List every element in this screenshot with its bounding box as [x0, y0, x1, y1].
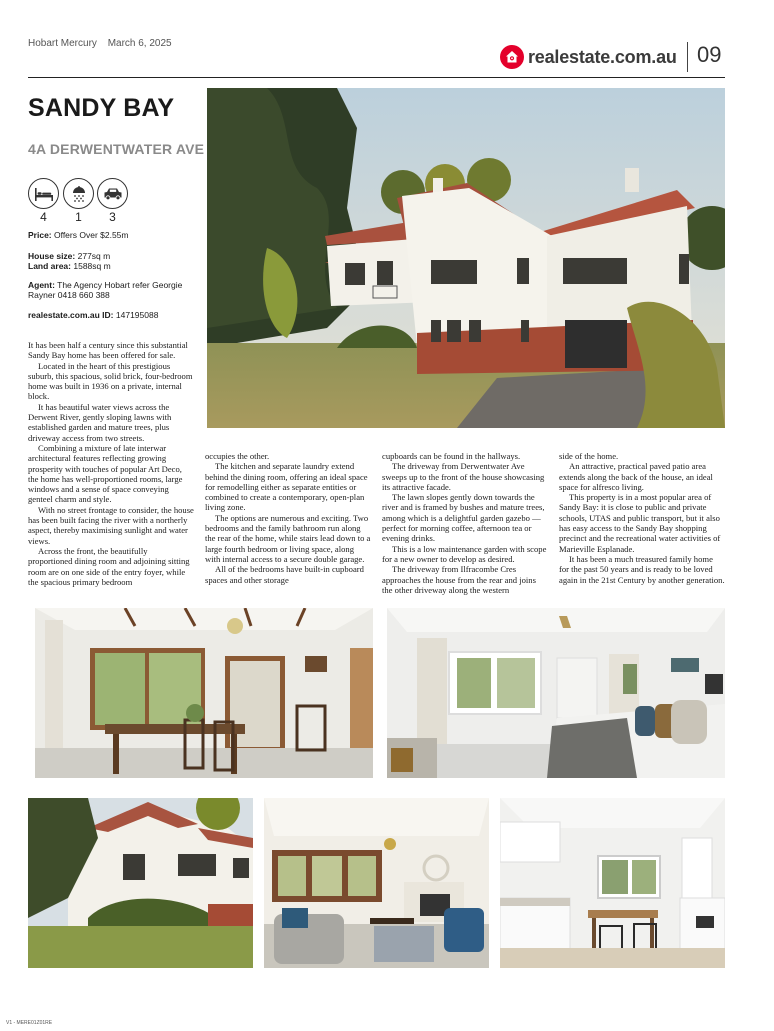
- house-exterior-photo: [207, 88, 725, 428]
- parking-feature: [97, 178, 128, 224]
- article-paragraph: It has been a much treasured family home for the past 50 years and is ready to be loved again in the 21st Century by another generation.: [559, 553, 725, 585]
- price-value: Offers Over $2.55m: [54, 230, 129, 240]
- article-paragraph: It has been half a century since this substantial Sandy Bay home has been offered for sale.: [28, 340, 188, 361]
- article-paragraph: The kitchen and separate laundry extend behind the dining room, offering an ideal space for remodelling either as separate entities or combined to create a contemporary, open-plan living zone.: [205, 461, 368, 513]
- article-paragraph: cupboards can be found in the hallways.: [382, 451, 521, 461]
- article-paragraph: The driveway from Ilfracombe Cres approaches the house from the rear and joins the other driveway along the western: [382, 564, 536, 595]
- agent-line: [28, 280, 182, 300]
- bedroom-photo: [387, 608, 725, 778]
- article-column-4: [559, 451, 725, 585]
- front-garden-photo: [28, 798, 253, 968]
- article-paragraph: Combining a mixture of late interwar architectural features reflecting growing prosperity with touches of popular Art Deco, the home has well-proportioned rooms, large windows and a sense of space conveying genteel charm and style.: [28, 442, 183, 505]
- article-paragraph: With no street frontage to consider, the house has been built facing the river with a northerly aspect, thereby maximising sunlight and water views.: [28, 504, 194, 546]
- bedrooms-count: 4: [40, 210, 47, 224]
- land-area-label: Land area:: [28, 261, 71, 271]
- article-paragraph: This property is in a most popular area of Sandy Bay: it is close to public and private schools, UTAS and public transport, but it also has easy access to the Sandy Bay shopping precinct and the recreational water activities of Marieville Esplanade.: [559, 492, 721, 554]
- price-label: Price:: [28, 230, 52, 240]
- bed-icon: [28, 178, 59, 209]
- article-paragraph: The driveway from Derwentwater Ave sweeps up to the front of the house showcasing its attractive facade.: [382, 461, 545, 492]
- article-paragraph: Located in the heart of this prestigious suburb, this spacious, solid brick, four-bedroom home was built in 1936 on a private, internal block.: [28, 360, 193, 402]
- car-icon: [97, 178, 128, 209]
- kitchen-photo: [500, 798, 725, 968]
- logo-wordmark: realestate.com.au: [528, 46, 677, 67]
- article-paragraph: The lawn slopes gently down towards the river and is framed by bushes and mature trees, among which is a delightful garden gazebo — perfect for morning coffee, afternoon tea or evening drinks.: [382, 492, 545, 544]
- dining-room-photo: [35, 608, 373, 778]
- article-paragraph: This is a low maintenance garden with scope for a new owner to develop as desired.: [382, 543, 547, 564]
- price-line: [28, 230, 128, 240]
- masthead: [28, 38, 172, 49]
- agent-name: The Agency Hobart refer Georgie: [57, 280, 183, 290]
- article-column-1: [28, 340, 194, 587]
- listing-id-label: realestate.com.au ID:: [28, 310, 114, 320]
- agent-label: Agent:: [28, 280, 55, 290]
- living-room-photo: [264, 798, 489, 968]
- shower-icon: [63, 178, 94, 209]
- header-divider: [687, 42, 688, 72]
- article-paragraph: Across the front, the beautifully proportioned dining room and adjoining sitting room are on one side of the entry foyer, while the spacious primary bedroom: [28, 545, 190, 587]
- parking-count: 3: [109, 210, 116, 224]
- bedrooms-feature: [28, 178, 59, 224]
- header-rule: [28, 77, 725, 78]
- article-paragraph: All of the bedrooms have built-in cupboard spaces and other storage: [205, 564, 364, 585]
- land-area-line: [28, 261, 111, 271]
- listing-address: 4A DERWENTWATER AVE: [28, 141, 205, 157]
- land-area-value: 1588sq m: [73, 261, 111, 271]
- article-paragraph: occupies the other.: [205, 451, 270, 461]
- house-size-label: House size:: [28, 251, 76, 261]
- house-size-line: [28, 251, 110, 261]
- agent-phone: Rayner 0418 660 388: [28, 290, 110, 300]
- house-logo-icon: [500, 45, 524, 69]
- listing-id-line: [28, 310, 158, 320]
- page-number: 09: [697, 42, 722, 67]
- house-size-value: 277sq m: [77, 251, 111, 261]
- article-paragraph: It has beautiful water views across the Derwent River, gently sloping lawns with established garden and mature trees, plus driveway access from two streets.: [28, 401, 172, 443]
- suburb-heading: SANDY BAY: [28, 94, 175, 122]
- article-paragraph: The options are numerous and exciting. Two bedrooms and the family bathroom run along the rear of the home, while stairs lead down to a large fourth bedroom or living space, along with internal access to a secure double garage.: [205, 512, 371, 564]
- article-paragraph: side of the home.: [559, 451, 619, 461]
- realestate-logo: [500, 44, 677, 70]
- listing-id-value: 147195088: [115, 310, 159, 320]
- publication-name: Hobart Mercury: [28, 38, 97, 49]
- article-column-3: [382, 451, 548, 595]
- publication-date: March 6, 2025: [107, 38, 172, 49]
- article-paragraph: An attractive, practical paved patio area extends along the back of the house, an ideal space for alfresco living.: [559, 461, 713, 492]
- page-footer-code: V1 - MERE01Z01RE: [6, 1020, 53, 1026]
- article-column-2: [205, 451, 371, 585]
- bathrooms-feature: [63, 178, 94, 224]
- bathrooms-count: 1: [75, 210, 82, 224]
